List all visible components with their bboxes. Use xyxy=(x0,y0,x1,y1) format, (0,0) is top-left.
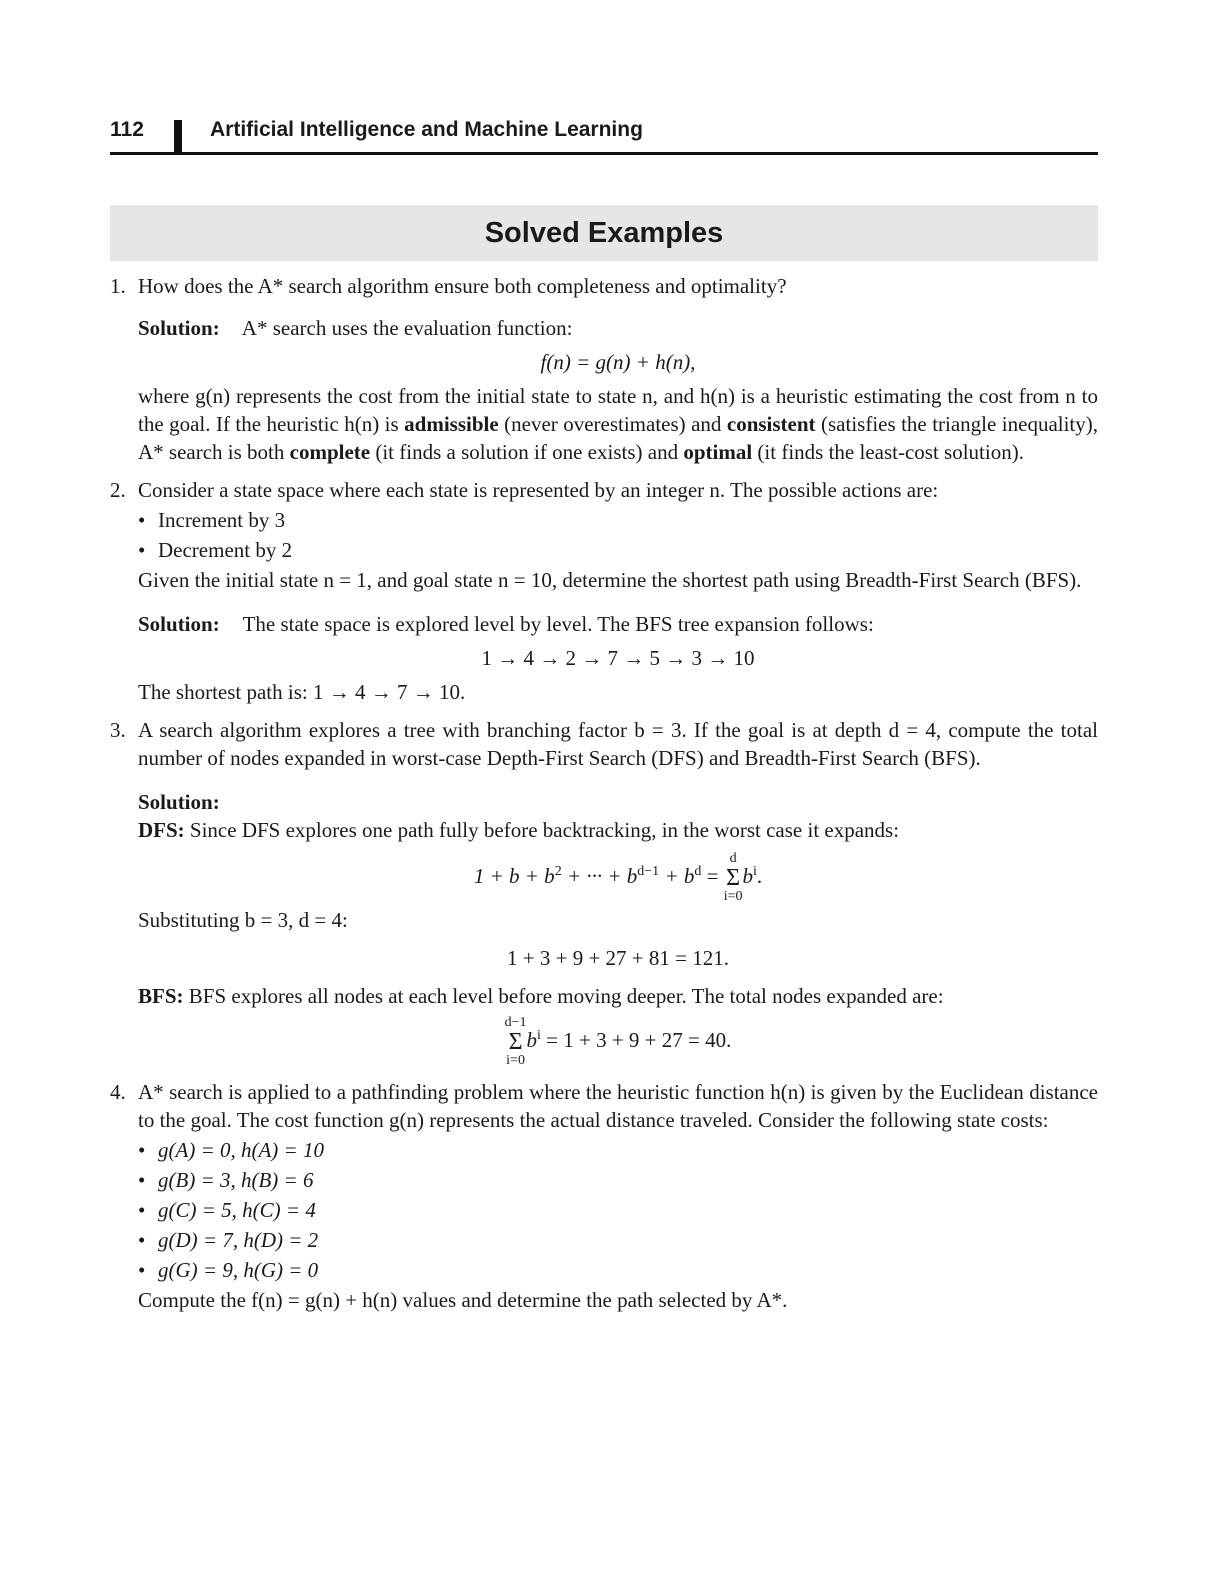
eq-part: b xyxy=(742,863,753,888)
eq-part: . xyxy=(756,863,763,888)
solution-label: Solution: xyxy=(138,316,220,340)
text-run: (it finds a solution if one exists) and xyxy=(375,440,679,464)
sum-upper: d xyxy=(729,851,737,866)
eq-part: = 1 + 3 + 9 + 27 = 40. xyxy=(540,1027,732,1052)
bullet-item: • Increment by 3 xyxy=(138,508,286,532)
bullet-text: g(A) = 0, h(A) = 10 xyxy=(158,1138,324,1162)
equation-text: f(n) = g(n) + h(n), xyxy=(540,350,696,374)
section-title: Solved Examples xyxy=(110,205,1098,261)
substitution-text: Substituting b = 3, d = 4: xyxy=(138,908,348,932)
term-optimal: optimal xyxy=(683,440,753,464)
eq-sup: d xyxy=(694,863,702,879)
solution-line xyxy=(138,610,1098,638)
eq-part: b xyxy=(526,1027,538,1052)
solution-line xyxy=(138,314,1098,342)
question-text: Consider a state space where each state is represented by an integer n. The possible actions are: xyxy=(138,478,939,502)
eq-part: 1 + b + b xyxy=(473,863,555,888)
bullet-item: • g(B) = 3, h(B) = 6 xyxy=(138,1168,314,1192)
eq-sup: i xyxy=(753,863,757,879)
book-title: Artificial Intelligence and Machine Learning xyxy=(210,118,643,141)
term-consistent: consistent xyxy=(726,412,816,436)
bullet-item: • g(G) = 9, h(G) = 0 xyxy=(138,1258,319,1282)
text-run: (satisfies the triangle inequality), A* search is both xyxy=(138,412,1099,464)
bfs-equation xyxy=(138,1016,1098,1068)
text-run: (it finds the least-cost solution). xyxy=(757,440,1024,464)
solution-label-line xyxy=(138,788,1098,816)
equation: 1 → 4 → 2 → 7 → 5 → 3 → 10 xyxy=(481,646,755,670)
dfs-text: Since DFS explores one path fully before backtracking, in the worst case it expands: xyxy=(189,818,900,842)
eq-part: = xyxy=(701,863,724,888)
dfs-paragraph xyxy=(138,816,1098,844)
bfs-paragraph xyxy=(138,982,1098,1010)
dfs-equation xyxy=(138,852,1098,904)
question-text: A search algorithm explores a tree with branching factor b = 3. If the goal is at depth d = 4, compute the total number of nodes expanded in worst-case Depth-First Search (DFS) and Breadth-First Search (BFS). xyxy=(138,718,1098,770)
equation xyxy=(138,348,1098,376)
text-run: (never overestimates) and xyxy=(504,412,722,436)
question-text: A* search is applied to a pathfinding problem where the heuristic function h(n) is given by the Euclidean distance to the goal. The cost function g(n) represents the actual distance traveled. Consider the following state costs: xyxy=(138,1080,1098,1132)
running-header xyxy=(110,114,1098,155)
example-number: 3. xyxy=(110,718,126,742)
term-complete: complete xyxy=(289,440,371,464)
bullet-text: g(G) = 9, h(G) = 0 xyxy=(158,1258,319,1282)
example-number: 4. xyxy=(110,1080,126,1104)
bfs-text: BFS explores all nodes at each level before moving deeper. The total nodes expanded are: xyxy=(188,984,944,1008)
header-divider xyxy=(174,120,182,152)
text-run: where g(n) represents the cost from the initial state to state n, and h(n) is a heuristic estimating the cost from n to the goal. If the heuristic h(n) is xyxy=(138,384,1098,436)
page-number: 112 xyxy=(110,118,144,141)
summation: d Σ i=0 xyxy=(723,851,743,904)
bullet-item: • g(D) = 7, h(D) = 2 xyxy=(138,1228,319,1252)
sum-lower: i=0 xyxy=(506,1053,525,1068)
dfs-result: 1 + 3 + 9 + 27 + 81 = 121. xyxy=(507,946,729,970)
dfs-label: DFS: xyxy=(138,818,185,842)
solution-intro: A* search uses the evaluation function: xyxy=(241,316,573,340)
summation: d−1 Σ i=0 xyxy=(504,1015,527,1068)
solution-label: Solution: xyxy=(138,790,220,814)
explanation xyxy=(138,382,1098,466)
term-admissible: admissible xyxy=(404,412,499,436)
bfs-label: BFS: xyxy=(138,984,184,1008)
bullet-text: g(B) = 3, h(B) = 6 xyxy=(158,1168,314,1192)
eq-part: + b xyxy=(659,863,695,888)
example-2 xyxy=(110,476,1098,706)
sum-lower: i=0 xyxy=(723,889,743,904)
example-4 xyxy=(110,1078,1098,1314)
question-text: How does the A* search algorithm ensure both completeness and optimality? xyxy=(138,274,787,298)
solution-intro: The state space is explored level by level. The BFS tree expansion follows: xyxy=(242,612,874,636)
bullet-text: g(D) = 7, h(D) = 2 xyxy=(158,1228,319,1252)
bullet-text: g(C) = 5, h(C) = 4 xyxy=(158,1198,316,1222)
bullet-item: • g(C) = 5, h(C) = 4 xyxy=(138,1198,316,1222)
bullet-text: Increment by 3 xyxy=(158,508,286,532)
given-text: Given the initial state n = 1, and goal state n = 10, determine the shortest path using Breadth-First Search (BFS). xyxy=(138,568,1082,592)
solution-label: Solution: xyxy=(138,612,220,636)
example-3 xyxy=(110,716,1098,1068)
bullet-text: Decrement by 2 xyxy=(158,538,293,562)
eq-part: + ··· + b xyxy=(561,863,638,888)
solved-examples xyxy=(110,272,1098,1324)
example-number: 1. xyxy=(110,274,126,298)
bullet-item: • g(A) = 0, h(A) = 10 xyxy=(138,1138,324,1162)
task-text: Compute the f(n) = g(n) + h(n) values and determine the path selected by A*. xyxy=(138,1288,788,1312)
example-1 xyxy=(110,272,1098,466)
sum-upper: d−1 xyxy=(504,1015,527,1030)
eq-sup: 2 xyxy=(554,863,562,879)
example-number: 2. xyxy=(110,478,126,502)
eq-sup: d−1 xyxy=(637,863,660,879)
eq-sup: i xyxy=(537,1027,541,1043)
bullet-item: • Decrement by 2 xyxy=(138,538,293,562)
result-text: The shortest path is: 1 → 4 → 7 → 10. xyxy=(138,680,466,704)
